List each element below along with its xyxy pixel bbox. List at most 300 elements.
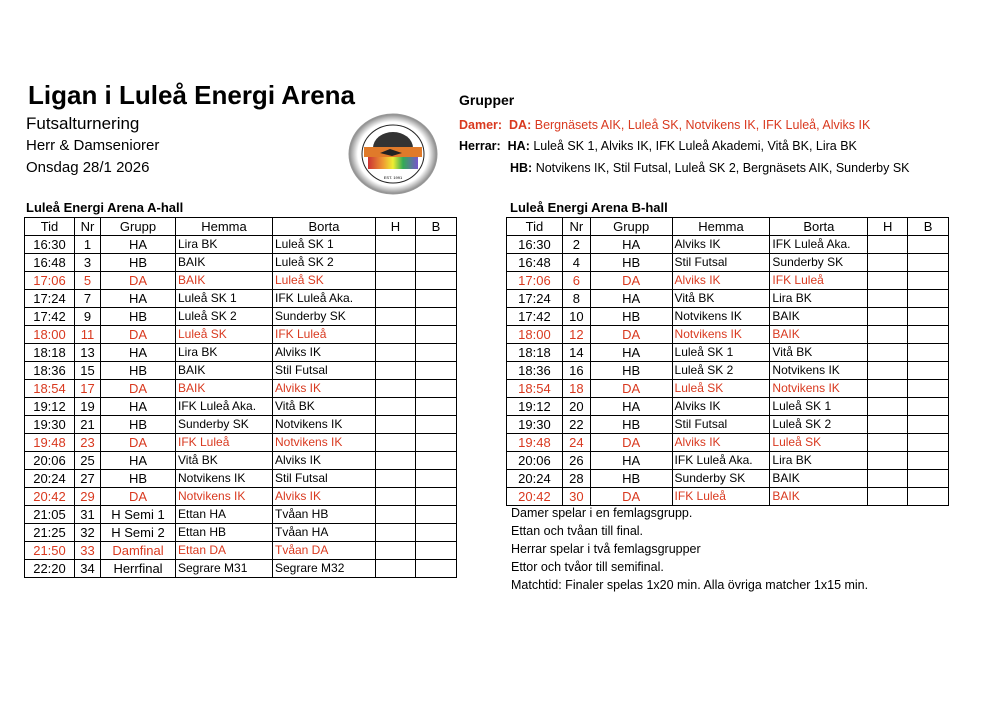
cell-hemma: Ettan HB: [176, 524, 273, 542]
cell-b-score: [416, 236, 457, 254]
column-header-b: B: [908, 218, 949, 236]
cell-hemma: BAIK: [176, 380, 273, 398]
cell-tid: 21:25: [25, 524, 75, 542]
cell-borta: Alviks IK: [273, 452, 376, 470]
ha-label: HA:: [507, 139, 530, 153]
subtitle: Futsalturnering: [26, 114, 140, 133]
cell-grupp: HA: [590, 344, 672, 362]
table-row: [507, 326, 949, 344]
column-header-nr: Nr: [562, 218, 590, 236]
groups-heading: Grupper: [459, 92, 515, 108]
cell-tid: 19:48: [25, 434, 75, 452]
cell-tid: 20:42: [25, 488, 75, 506]
cell-tid: 18:00: [507, 326, 563, 344]
cell-h-score: [868, 380, 908, 398]
cell-borta: Tvåan HA: [273, 524, 376, 542]
cell-tid: 20:42: [507, 488, 563, 506]
cell-borta: IFK Luleå: [273, 326, 376, 344]
cell-grupp: Herrfinal: [101, 560, 176, 578]
cell-b-score: [416, 362, 457, 380]
cell-borta: Notvikens IK: [273, 434, 376, 452]
cell-tid: 19:12: [507, 398, 563, 416]
cell-borta: IFK Luleå Aka.: [770, 236, 868, 254]
cell-b-score: [908, 290, 949, 308]
cell-grupp: HA: [101, 290, 176, 308]
damer-label: Damer:: [459, 118, 503, 132]
cell-b-score: [416, 326, 457, 344]
cell-b-score: [908, 380, 949, 398]
table-header-row: [507, 218, 949, 236]
cell-b-score: [416, 416, 457, 434]
cell-borta: Tvåan HB: [273, 506, 376, 524]
cell-hemma: BAIK: [176, 254, 273, 272]
cell-nr: 21: [75, 416, 101, 434]
cell-h-score: [376, 236, 416, 254]
cell-grupp: HA: [101, 236, 176, 254]
cell-tid: 19:12: [25, 398, 75, 416]
cell-borta: Notvikens IK: [273, 416, 376, 434]
cell-b-score: [416, 524, 457, 542]
cell-hemma: Alviks IK: [672, 272, 770, 290]
cell-nr: 18: [562, 380, 590, 398]
cell-hemma: Alviks IK: [672, 236, 770, 254]
cell-h-score: [376, 344, 416, 362]
cell-nr: 32: [75, 524, 101, 542]
cell-tid: 20:06: [507, 452, 563, 470]
cell-b-score: [908, 416, 949, 434]
da-label: DA:: [509, 118, 532, 132]
column-header-grupp: Grupp: [101, 218, 176, 236]
cell-b-score: [416, 434, 457, 452]
cell-h-score: [868, 290, 908, 308]
table-row: [507, 344, 949, 362]
cell-borta: Sunderby SK: [770, 254, 868, 272]
cell-nr: 25: [75, 452, 101, 470]
cell-nr: 23: [75, 434, 101, 452]
table-row: [25, 398, 457, 416]
cell-borta: Lira BK: [770, 290, 868, 308]
cell-h-score: [376, 560, 416, 578]
cell-nr: 16: [562, 362, 590, 380]
cell-hemma: Ettan HA: [176, 506, 273, 524]
hall-b-schedule-table: [506, 217, 949, 506]
cell-tid: 19:48: [507, 434, 563, 452]
cell-h-score: [376, 488, 416, 506]
cell-h-score: [376, 290, 416, 308]
table-row: [25, 470, 457, 488]
table-row: [507, 452, 949, 470]
column-header-h: H: [868, 218, 908, 236]
cell-b-score: [416, 398, 457, 416]
cell-b-score: [908, 488, 949, 506]
cell-nr: 34: [75, 560, 101, 578]
cell-borta: BAIK: [770, 308, 868, 326]
cell-hemma: Sunderby SK: [672, 470, 770, 488]
cell-tid: 17:42: [507, 308, 563, 326]
table-row: [507, 380, 949, 398]
cell-nr: 5: [75, 272, 101, 290]
cell-grupp: DA: [101, 326, 176, 344]
cell-nr: 19: [75, 398, 101, 416]
ha-teams: Luleå SK 1, Alviks IK, IFK Luleå Akademi, Vitå BK, Lira BK: [533, 139, 857, 153]
table-row: [507, 416, 949, 434]
cell-b-score: [908, 452, 949, 470]
cell-tid: 19:30: [25, 416, 75, 434]
hall-b-title: Luleå Energi Arena B-hall: [510, 200, 668, 215]
table-row: [25, 362, 457, 380]
cell-hemma: Luleå SK 1: [176, 290, 273, 308]
cell-tid: 16:48: [25, 254, 75, 272]
cell-tid: 20:06: [25, 452, 75, 470]
table-row: [25, 308, 457, 326]
cell-h-score: [868, 452, 908, 470]
cell-grupp: DA: [590, 272, 672, 290]
cell-grupp: HA: [101, 398, 176, 416]
cell-tid: 21:50: [25, 542, 75, 560]
cell-nr: 11: [75, 326, 101, 344]
table-row: [507, 470, 949, 488]
table-row: [25, 344, 457, 362]
cell-hemma: Notvikens IK: [176, 470, 273, 488]
page-title: Ligan i Luleå Energi Arena: [28, 80, 355, 110]
cell-tid: 18:18: [507, 344, 563, 362]
cell-b-score: [416, 452, 457, 470]
cell-tid: 22:20: [25, 560, 75, 578]
column-header-hemma: Hemma: [672, 218, 770, 236]
cell-h-score: [868, 254, 908, 272]
cell-grupp: HB: [101, 416, 176, 434]
cell-nr: 12: [562, 326, 590, 344]
table-row: [25, 434, 457, 452]
cell-grupp: DA: [590, 380, 672, 398]
cell-h-score: [376, 398, 416, 416]
cell-tid: 18:18: [25, 344, 75, 362]
cell-hemma: BAIK: [176, 272, 273, 290]
table-row: [25, 272, 457, 290]
groups-hb-line: [510, 161, 910, 175]
club-logo: [348, 113, 438, 195]
cell-hemma: Luleå SK 2: [176, 308, 273, 326]
cell-b-score: [416, 488, 457, 506]
table-row: [25, 326, 457, 344]
cell-nr: 24: [562, 434, 590, 452]
cell-hemma: IFK Luleå Aka.: [672, 452, 770, 470]
cell-hemma: Luleå SK: [672, 380, 770, 398]
da-teams: Bergnäsets AIK, Luleå SK, Notvikens IK, IFK Luleå, Alviks IK: [534, 118, 871, 132]
cell-b-score: [908, 362, 949, 380]
cell-grupp: H Semi 2: [101, 524, 176, 542]
cell-borta: BAIK: [770, 488, 868, 506]
cell-h-score: [376, 506, 416, 524]
cell-grupp: H Semi 1: [101, 506, 176, 524]
cell-hemma: Lira BK: [176, 236, 273, 254]
cell-nr: 7: [75, 290, 101, 308]
cell-b-score: [908, 344, 949, 362]
hb-teams: Notvikens IK, Stil Futsal, Luleå SK 2, Bergnäsets AIK, Sunderby SK: [535, 161, 910, 175]
table-row: [25, 542, 457, 560]
table-row: [25, 380, 457, 398]
cell-borta: Stil Futsal: [273, 470, 376, 488]
note: Matchtid: Finaler spelas 1x20 min. Alla övriga matcher 1x15 min.: [511, 578, 869, 592]
cell-h-score: [376, 254, 416, 272]
cell-borta: Luleå SK 1: [273, 236, 376, 254]
cell-grupp: HB: [101, 254, 176, 272]
cell-h-score: [868, 362, 908, 380]
cell-borta: Tvåan DA: [273, 542, 376, 560]
table-row: [25, 290, 457, 308]
cell-h-score: [376, 542, 416, 560]
table-row: [25, 506, 457, 524]
cell-borta: Vitå BK: [770, 344, 868, 362]
table-row: [507, 434, 949, 452]
column-header-h: H: [376, 218, 416, 236]
cell-grupp: DA: [101, 434, 176, 452]
cell-borta: Stil Futsal: [273, 362, 376, 380]
cell-tid: 17:42: [25, 308, 75, 326]
cell-tid: 20:24: [25, 470, 75, 488]
cell-hemma: Notvikens IK: [176, 488, 273, 506]
cell-grupp: HA: [590, 452, 672, 470]
cell-nr: 29: [75, 488, 101, 506]
cell-b-score: [908, 434, 949, 452]
cell-borta: Notvikens IK: [770, 362, 868, 380]
cell-hemma: Sunderby SK: [176, 416, 273, 434]
cell-nr: 2: [562, 236, 590, 254]
column-header-tid: Tid: [25, 218, 75, 236]
column-header-borta: Borta: [273, 218, 376, 236]
cell-tid: 17:24: [25, 290, 75, 308]
cell-hemma: IFK Luleå Aka.: [176, 398, 273, 416]
cell-b-score: [416, 272, 457, 290]
cell-nr: 31: [75, 506, 101, 524]
groups-herrar-line: [459, 139, 857, 153]
table-row: [25, 488, 457, 506]
hall-a-schedule-table: [24, 217, 457, 578]
cell-h-score: [376, 272, 416, 290]
cell-borta: IFK Luleå: [770, 272, 868, 290]
column-header-b: B: [416, 218, 457, 236]
cell-nr: 30: [562, 488, 590, 506]
cell-h-score: [868, 236, 908, 254]
cell-nr: 17: [75, 380, 101, 398]
cell-b-score: [416, 542, 457, 560]
cell-b-score: [416, 380, 457, 398]
cell-b-score: [416, 506, 457, 524]
column-header-nr: Nr: [75, 218, 101, 236]
cell-b-score: [908, 236, 949, 254]
cell-h-score: [376, 380, 416, 398]
cell-grupp: HA: [590, 398, 672, 416]
column-header-hemma: Hemma: [176, 218, 273, 236]
cell-grupp: DA: [590, 434, 672, 452]
cell-borta: Luleå SK 2: [770, 416, 868, 434]
cell-borta: Luleå SK 2: [273, 254, 376, 272]
cell-b-score: [416, 344, 457, 362]
cell-hemma: BAIK: [176, 362, 273, 380]
cell-nr: 10: [562, 308, 590, 326]
cell-h-score: [376, 326, 416, 344]
cell-grupp: HB: [590, 362, 672, 380]
cell-grupp: HA: [101, 344, 176, 362]
cell-borta: Lira BK: [770, 452, 868, 470]
cell-hemma: Notvikens IK: [672, 326, 770, 344]
note: Damer spelar i en femlagsgrupp.: [511, 506, 693, 520]
cell-nr: 13: [75, 344, 101, 362]
table-row: [507, 488, 949, 506]
cell-borta: BAIK: [770, 326, 868, 344]
cell-borta: Alviks IK: [273, 344, 376, 362]
cell-h-score: [868, 326, 908, 344]
cell-borta: Notvikens IK: [770, 380, 868, 398]
cell-nr: 26: [562, 452, 590, 470]
cell-borta: Segrare M32: [273, 560, 376, 578]
cell-b-score: [908, 398, 949, 416]
cell-hemma: Luleå SK 1: [672, 344, 770, 362]
cell-hemma: IFK Luleå: [176, 434, 273, 452]
cell-h-score: [376, 452, 416, 470]
note: Herrar spelar i två femlagsgrupper: [511, 542, 701, 556]
cell-tid: 20:24: [507, 470, 563, 488]
cell-b-score: [908, 254, 949, 272]
cell-hemma: IFK Luleå: [672, 488, 770, 506]
hb-label: HB:: [510, 161, 533, 175]
cell-b-score: [416, 308, 457, 326]
note: Ettor och tvåor till semifinal.: [511, 560, 664, 574]
cell-hemma: Luleå SK 2: [672, 362, 770, 380]
cell-h-score: [868, 308, 908, 326]
cell-b-score: [416, 470, 457, 488]
table-row: [25, 560, 457, 578]
cell-hemma: Alviks IK: [672, 398, 770, 416]
cell-tid: 17:06: [507, 272, 563, 290]
table-row: [507, 236, 949, 254]
cell-borta: BAIK: [770, 470, 868, 488]
cell-borta: Alviks IK: [273, 488, 376, 506]
cell-hemma: Alviks IK: [672, 434, 770, 452]
svg-text:EST. 1991: EST. 1991: [383, 175, 403, 180]
cell-b-score: [908, 470, 949, 488]
cell-grupp: HA: [101, 452, 176, 470]
cell-nr: 22: [562, 416, 590, 434]
cell-b-score: [416, 290, 457, 308]
cell-b-score: [908, 308, 949, 326]
cell-b-score: [416, 254, 457, 272]
cell-tid: 17:24: [507, 290, 563, 308]
cell-h-score: [868, 416, 908, 434]
cell-grupp: DA: [101, 488, 176, 506]
cell-grupp: HB: [590, 416, 672, 434]
cell-hemma: Luleå SK: [176, 326, 273, 344]
table-row: [507, 290, 949, 308]
cell-tid: 19:30: [507, 416, 563, 434]
cell-tid: 16:30: [507, 236, 563, 254]
cell-grupp: HA: [590, 290, 672, 308]
cell-nr: 20: [562, 398, 590, 416]
cell-tid: 16:48: [507, 254, 563, 272]
table-row: [507, 308, 949, 326]
cell-tid: 18:54: [25, 380, 75, 398]
cell-h-score: [868, 434, 908, 452]
cell-grupp: DA: [101, 272, 176, 290]
cell-grupp: Damfinal: [101, 542, 176, 560]
cell-grupp: HB: [101, 362, 176, 380]
cell-borta: Sunderby SK: [273, 308, 376, 326]
table-row: [25, 416, 457, 434]
cell-hemma: Lira BK: [176, 344, 273, 362]
cell-nr: 6: [562, 272, 590, 290]
cell-h-score: [376, 434, 416, 452]
cell-tid: 21:05: [25, 506, 75, 524]
cell-h-score: [868, 488, 908, 506]
herrar-label: Herrar:: [459, 139, 501, 153]
groups-damer-line: [459, 118, 870, 132]
cell-borta: Luleå SK: [770, 434, 868, 452]
cell-hemma: Vitå BK: [176, 452, 273, 470]
table-row: [507, 362, 949, 380]
table-row: [507, 398, 949, 416]
cell-h-score: [376, 416, 416, 434]
cell-hemma: Segrare M31: [176, 560, 273, 578]
cell-nr: 9: [75, 308, 101, 326]
column-header-borta: Borta: [770, 218, 868, 236]
cell-grupp: HB: [590, 308, 672, 326]
hall-a-title: Luleå Energi Arena A-hall: [26, 200, 184, 215]
cell-tid: 18:36: [507, 362, 563, 380]
notes: [511, 504, 868, 594]
cell-nr: 14: [562, 344, 590, 362]
cell-h-score: [376, 470, 416, 488]
cell-nr: 4: [562, 254, 590, 272]
cell-h-score: [376, 524, 416, 542]
cell-tid: 18:36: [25, 362, 75, 380]
column-header-grupp: Grupp: [590, 218, 672, 236]
cell-nr: 1: [75, 236, 101, 254]
cell-tid: 18:00: [25, 326, 75, 344]
cell-nr: 28: [562, 470, 590, 488]
cell-grupp: HB: [101, 470, 176, 488]
cell-borta: Luleå SK 1: [770, 398, 868, 416]
cell-grupp: DA: [590, 488, 672, 506]
table-row: [25, 524, 457, 542]
note: Ettan och tvåan till final.: [511, 524, 644, 538]
cell-h-score: [868, 344, 908, 362]
cell-grupp: HB: [590, 254, 672, 272]
cell-tid: 16:30: [25, 236, 75, 254]
table-row: [25, 236, 457, 254]
cell-grupp: DA: [101, 380, 176, 398]
cell-h-score: [868, 470, 908, 488]
column-header-tid: Tid: [507, 218, 563, 236]
cell-hemma: Ettan DA: [176, 542, 273, 560]
cell-grupp: HB: [101, 308, 176, 326]
table-row: [25, 452, 457, 470]
cell-borta: Alviks IK: [273, 380, 376, 398]
cell-hemma: Stil Futsal: [672, 416, 770, 434]
table-row: [25, 254, 457, 272]
cell-h-score: [376, 362, 416, 380]
category: Herr & Damseniorer: [26, 137, 160, 154]
cell-b-score: [908, 272, 949, 290]
cell-nr: 8: [562, 290, 590, 308]
cell-nr: 27: [75, 470, 101, 488]
cell-hemma: Vitå BK: [672, 290, 770, 308]
table-header-row: [25, 218, 457, 236]
cell-borta: Vitå BK: [273, 398, 376, 416]
cell-borta: IFK Luleå Aka.: [273, 290, 376, 308]
cell-nr: 33: [75, 542, 101, 560]
cell-tid: 18:54: [507, 380, 563, 398]
cell-hemma: Stil Futsal: [672, 254, 770, 272]
